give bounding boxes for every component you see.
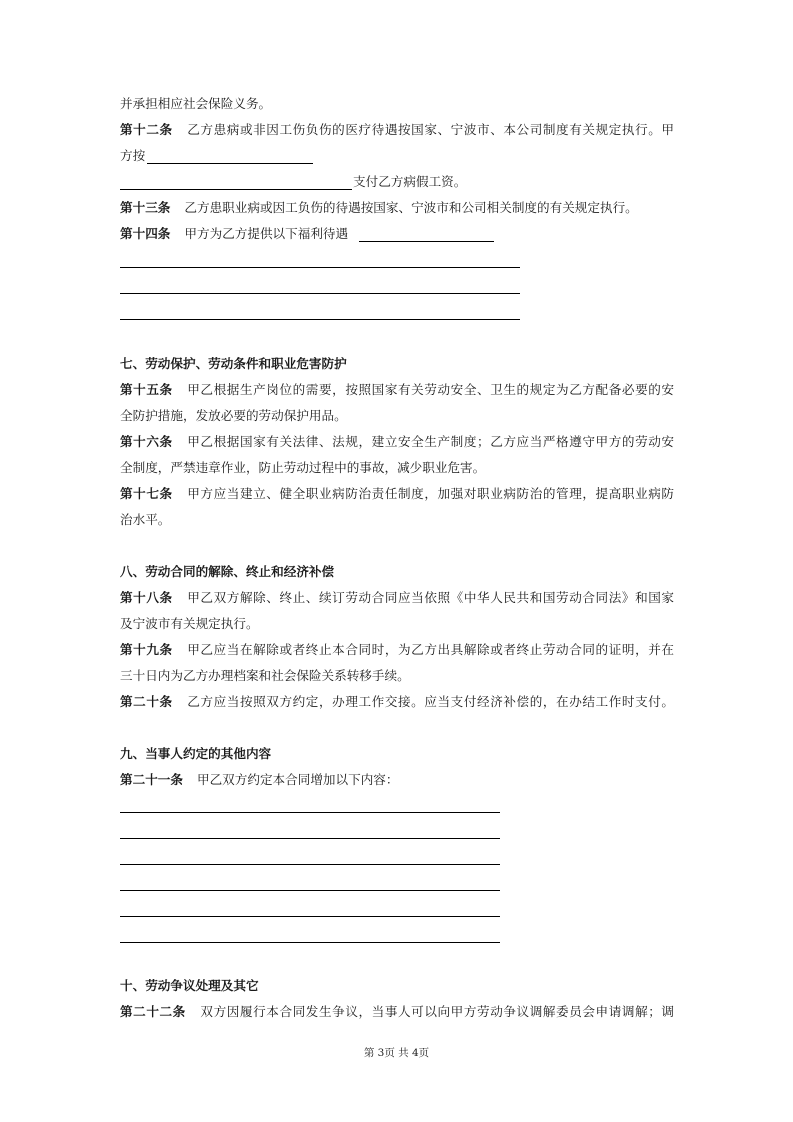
article-label: 第十六条 — [120, 434, 173, 449]
section-heading-9: 九、当事人约定的其他内容 — [120, 746, 272, 761]
article-text: 甲乙根据生产岗位的需要，按照国家有关劳动安全、卫生的规定为乙方配备必要的安 — [186, 382, 675, 397]
article-17-cont: 治水平。 — [120, 512, 171, 527]
article-label: 第十三条 — [120, 200, 171, 215]
article-15 — [120, 382, 674, 398]
blank-line[interactable] — [120, 319, 520, 320]
article-text: 乙方患病或非因工伤负伤的医疗待遇按国家、宁波市、本公司制度有关规定执行。甲 — [186, 122, 675, 137]
article-text: 甲方应当建立、健全职业病防治责任制度，加强对职业病防治的管理，提高职业病防 — [186, 486, 675, 501]
article-label: 第十五条 — [120, 382, 173, 397]
article-label: 第十九条 — [120, 642, 173, 657]
article-label: 第十八条 — [120, 590, 173, 605]
blank-line[interactable] — [120, 838, 500, 839]
article-label: 第二十二条 — [120, 1004, 186, 1019]
blank-line[interactable] — [120, 942, 500, 943]
article-label: 第十四条 — [120, 226, 171, 241]
blank-line[interactable] — [120, 293, 520, 294]
article-19-cont: 三十日内为乙方办理档案和社会保险关系转移手续。 — [120, 668, 410, 683]
article-12-cont2: 支付乙方病假工资。 — [353, 174, 467, 189]
article-17 — [120, 486, 674, 502]
blank-line[interactable] — [120, 864, 500, 865]
section-heading-7: 七、劳动保护、劳动条件和职业危害防护 — [120, 356, 347, 371]
blank-line[interactable] — [120, 812, 500, 813]
article-text: 乙方患职业病或因工负伤的待遇按国家、宁波市和公司相关制度的有关规定执行。 — [184, 200, 638, 215]
article-12-cont: 方按 — [120, 148, 146, 163]
article-text: 甲乙双方解除、终止、续订劳动合同应当依照《中华人民共和国劳动合同法》和国家 — [186, 590, 675, 605]
article-15-cont: 全防护措施，发放必要的劳动保护用品。 — [120, 408, 347, 423]
section-heading-10: 十、劳动争议处理及其它 — [120, 978, 259, 993]
article-label: 第二十一条 — [120, 772, 183, 787]
article-label: 第十二条 — [120, 122, 173, 137]
article-21 — [120, 772, 674, 788]
article-14 — [120, 226, 674, 242]
article-text: 甲方为乙方提供以下福利待遇 — [184, 226, 349, 241]
blank-line[interactable] — [120, 267, 520, 268]
article-label: 第十七条 — [120, 486, 173, 501]
article-22 — [120, 1004, 674, 1020]
article-16 — [120, 434, 674, 450]
article-19 — [120, 642, 674, 658]
article-text: 甲乙应当在解除或者终止本合同时，为乙方出具解除或者终止劳动合同的证明，并在 — [186, 642, 675, 657]
article-16-cont: 全制度，严禁违章作业，防止劳动过程中的事故，减少职业危害。 — [120, 460, 486, 475]
blank-line[interactable] — [147, 163, 313, 164]
blank-line[interactable] — [120, 916, 500, 917]
article-text: 甲乙双方约定本合同增加以下内容： — [196, 772, 399, 787]
page-number: 第 3页 共 4页 — [363, 1047, 430, 1059]
article-13 — [120, 200, 674, 216]
article-text: 乙方应当按照双方约定，办理工作交接。应当支付经济补偿的，在办结工作时支付。 — [186, 694, 675, 709]
article-20 — [120, 694, 674, 710]
article-label: 第二十条 — [120, 694, 173, 709]
article-18-cont: 及宁波市有关规定执行。 — [120, 616, 259, 631]
article-12 — [120, 122, 674, 138]
blank-line[interactable] — [120, 189, 352, 190]
article-18 — [120, 590, 674, 606]
paragraph-continuation: 并承担相应社会保险义务。 — [120, 96, 272, 111]
blank-line[interactable] — [120, 890, 500, 891]
section-heading-8: 八、劳动合同的解除、终止和经济补偿 — [120, 564, 335, 579]
article-text: 甲乙根据国家有关法律、法规，建立安全生产制度；乙方应当严格遵守甲方的劳动安 — [186, 434, 675, 449]
article-text: 双方因履行本合同发生争议，当事人可以向甲方劳动争议调解委员会申请调解；调 — [199, 1004, 675, 1019]
blank-line[interactable] — [359, 241, 494, 242]
